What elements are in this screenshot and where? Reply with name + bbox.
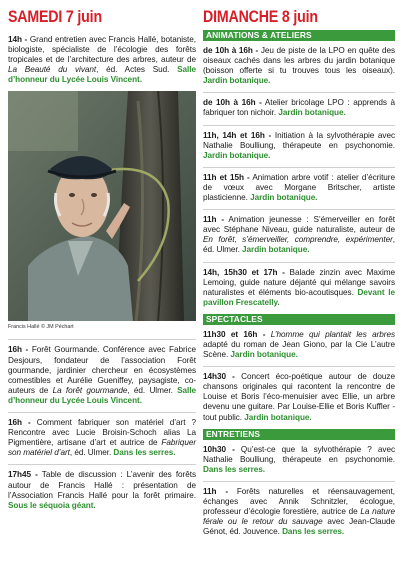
event-entry: 14h - Grand entretien avec Francis Hallé, botaniste, biologiste, spécialiste de l’écologie des forêts tropicales et de l’architecture des arbres, auteur de La Beauté du vivant, éd. Actes Sud. Salle d’honneur du Lycée Louis Vincent. [8, 35, 196, 85]
book-title: La Beauté du vivant [8, 65, 97, 75]
event-time: 11h - [203, 215, 225, 225]
event-entry: 17h45 - Table de discussion : L’avenir des forêts autour de Francis Hallé : présentation de l’Association Francis Hallé pour la forêt primaire. Sous le séquoia géant. [8, 464, 196, 510]
event-time: 11h30 et 16h - [203, 329, 266, 339]
event-time: de 10h à 16h - [203, 46, 259, 55]
book-title: Fabriquer son matériel d’art [8, 438, 196, 458]
portrait-illustration [8, 91, 196, 321]
section-header-spectacles: SPECTACLES [203, 314, 395, 325]
event-location: Dans les serres. [113, 448, 176, 458]
event-time: 17h45 - [8, 470, 38, 480]
event-time: 14h, 15h30 et 17h - [203, 267, 285, 277]
book-title: L’homme qui plantait les arbres [265, 329, 395, 339]
event-location: Jardin botanique. [242, 245, 310, 255]
event-location: Jardin botanique. [278, 108, 346, 118]
event-entry: 16h - Forêt Gourmande. Conférence avec Fabrice Desjours, fondateur de l’association Forêt gourmande, jardinier chercheur en écosystèmes comestibles et Aurélie Gueniffey, paysagiste, co-auteurs de La forêt gourmande, éd. Ulmer. Salle d’honneur du Lycée Louis Vincent. [8, 339, 196, 406]
event-time: 11h - [203, 486, 229, 496]
event-location: Dans les serres. [203, 464, 266, 474]
portrait-photo [8, 91, 196, 321]
event-entry: 16h - Comment fabriquer son matériel d’art ? Rencontre avec Lucie Broisin-Schoch alias La Pigmentière, artisane d’art et autrice de Fabriquer son matériel d’art, éd. Ulmer. Dans les serres. [8, 412, 196, 458]
event-time: 14h30 - [203, 372, 235, 382]
event-entry: 10h30 - Qu’est-ce que la sylvothérapie ? avec Nathalie Boulliung, thérapeute en psychonomie. Dans les serres. [203, 444, 395, 474]
section-header-entretiens: ENTRETIENS [203, 429, 395, 440]
event-location: Devant le pavillon Frescatelly. [203, 287, 395, 307]
day-column-sunday [203, 8, 395, 543]
event-location: Jardin botanique. [250, 193, 318, 203]
event-entry: 11h30 et 16h - L’homme qui plantait les arbres adapté du roman de Jean Giono, par la Cie L’autre Scène. Jardin botanique. [203, 329, 395, 360]
event-location: Dans les serres. [282, 527, 345, 537]
day-title-sunday: DIMANCHE 8 juin [203, 8, 318, 26]
day-title-saturday: SAMEDI 7 juin [8, 8, 102, 26]
event-location: Salle d’honneur du Lycée Louis Vincent. [8, 65, 196, 85]
event-entry: 11h, 14h et 16h - Initiation à la sylvothérapie avec Nathalie Boulliung, thérapeute en psychonomie. Jardin botanique. [203, 125, 395, 161]
event-entry: 11h et 15h - Animation arbre votif : atelier d’écriture de vœux avec Morgane Britscher, artiste plasticienne. Jardin botanique. [203, 167, 395, 203]
event-location: Jardin botanique. [203, 150, 271, 160]
event-time: 16h - [8, 418, 31, 428]
book-title: La forêt gourmande [52, 385, 128, 395]
event-time: 11h, 14h et 16h - [203, 130, 272, 140]
event-location: Jardin botanique. [244, 412, 312, 422]
section-header-animations: ANIMATIONS & ATELIERS [203, 30, 395, 41]
event-entry: de 10h à 16h - Atelier bricolage LPO : apprends à fabriquer ton nichoir. Jardin botanique. [203, 92, 395, 118]
event-time: 10h30 - [203, 444, 235, 454]
event-entry: 11h - Animation jeunesse : S’émerveiller en forêt avec Stéphane Niveau, guide naturaliste, auteur de En forêt, s’émerveiller, comprendre, expérimenter, éd. Ulmer. Jardin botanique. [203, 209, 395, 255]
event-entry: 14h30 - Concert éco-poétique autour de douze chansons originales qui racontent la rencontre de Louise et Boris l’éco-menuisier avec Ellie, un arbre devenu une guitare. Par Louise-Ellie et Boris Kuffler - tout public. Jardin botanique. [203, 366, 395, 422]
event-time: 16h - [8, 345, 29, 355]
book-title: La nature férale ou le retour du sauvage [203, 507, 396, 527]
event-entry: 11h - Forêts naturelles et réensauvagement, échanges avec Annik Schnitzler, écologue, professeur d’écologie forestière, autrice de La nature férale ou le retour du sauvage avec Jean-Claude Génot, éd. Jouvence. Dans les serres. [203, 481, 395, 537]
event-location: Jardin botanique. [203, 76, 271, 86]
event-time: de 10h à 16h - [203, 98, 262, 108]
day-column-saturday [8, 8, 196, 517]
event-time: 14h - [8, 35, 28, 44]
event-entry: 14h, 15h30 et 17h - Balade zinzin avec Maxime Lemoing, guide nature déjanté qui mélange savoirs naturalistes et éléments bio-acoutisques. Devant le pavillon Frescatelly. [203, 262, 395, 308]
event-location: Jardin botanique. [230, 350, 298, 360]
event-entry: de 10h à 16h - Jeu de piste de la LPO en quête des oiseaux cachés dans les arbres du jardin botanique (boisson offerte si tu trouves tous les oiseaux). Jardin botanique. [203, 46, 396, 86]
event-location: Salle d’honneur du Lycée Louis Vincent. [8, 385, 196, 405]
event-location: Sous le séquoia géant. [8, 500, 96, 510]
book-title: En forêt, s’émerveiller, comprendre, expérimenter [203, 235, 393, 245]
photo-caption: Francis Hallé © JM Péchart [8, 324, 74, 331]
event-time: 11h et 15h - [203, 172, 250, 182]
